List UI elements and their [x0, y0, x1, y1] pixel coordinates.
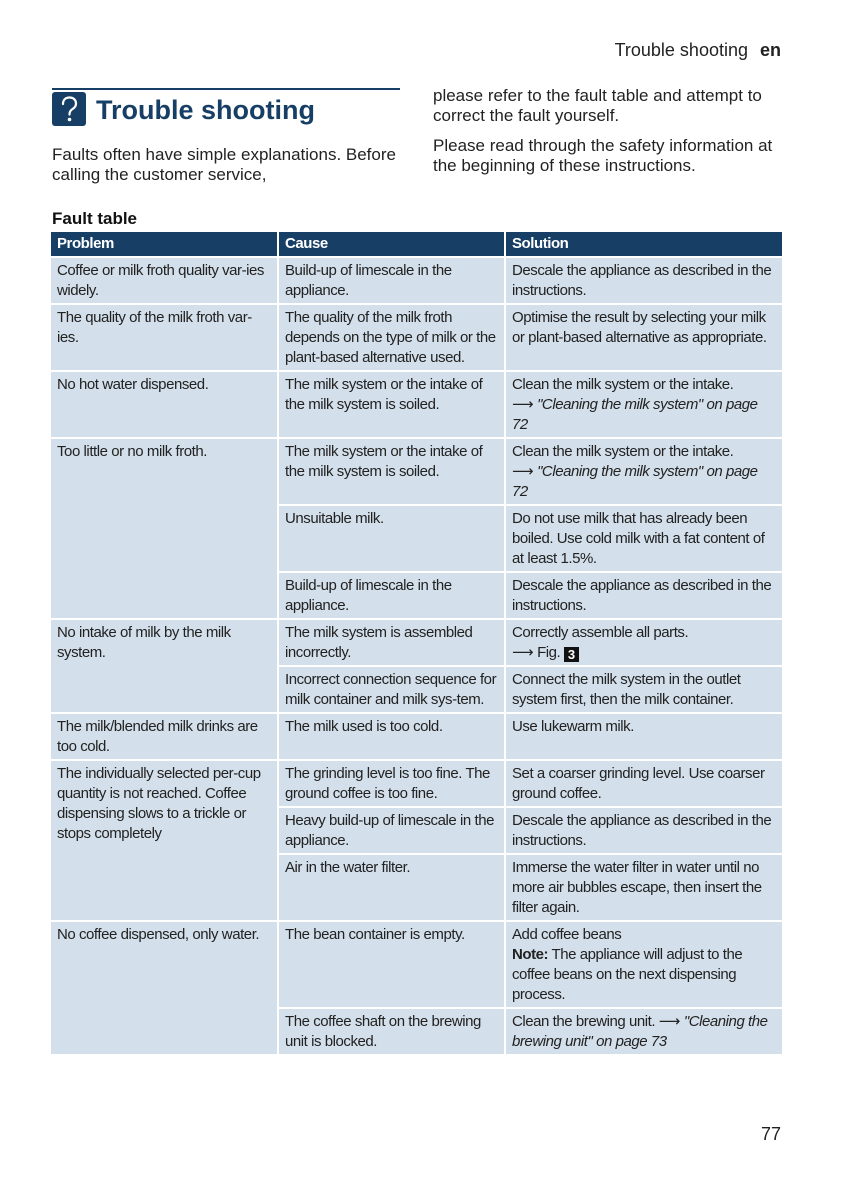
solution-cell: Use lukewarm milk. — [505, 713, 782, 760]
solution-cell: Descale the appliance as described in the instructions. — [505, 257, 782, 304]
page-number: 77 — [760, 1124, 781, 1144]
problem-cell: Coffee or milk froth quality var-ies widely. — [51, 257, 278, 304]
solution-text: Clean the milk system or the intake. — [512, 443, 734, 460]
page-reference-text: "Cleaning the brewing unit" on page 73 — [512, 1013, 768, 1050]
table-row — [51, 371, 782, 438]
intro-paragraph-2: Please read through the safety information at the beginning of these instructions. — [433, 136, 773, 175]
column-header-problem: Problem — [51, 232, 278, 257]
solution-cell: Connect the milk system in the outlet system first, then the milk container. — [505, 666, 782, 713]
table-row — [51, 438, 782, 505]
cause-cell: The milk system is assembled incorrectly. — [278, 619, 505, 666]
note-text — [512, 945, 776, 1005]
fault-table-title: Fault table — [52, 209, 138, 228]
figure-reference[interactable] — [512, 643, 776, 663]
table-row — [51, 257, 782, 304]
solution-text: Add coffee beans — [512, 926, 622, 943]
solution-cell — [505, 1008, 782, 1054]
note-body: The appliance will adjust to the coffee beans on the next dispensing process. — [512, 946, 743, 1003]
fault-table — [51, 232, 782, 1054]
help-question-icon — [52, 92, 86, 126]
cause-cell: The bean container is empty. — [278, 921, 505, 1008]
arrow-right-icon: ⟶ — [658, 1013, 680, 1030]
page-reference-link[interactable] — [512, 395, 776, 435]
figure-label: Fig. — [537, 644, 561, 661]
column-header-solution: Solution — [505, 232, 782, 257]
running-header — [615, 40, 781, 61]
solution-text: Correctly assemble all parts. — [512, 624, 689, 641]
page-reference-text: "Cleaning the milk system" on page 72 — [512, 396, 758, 433]
table-row — [51, 921, 782, 1008]
running-header-lang: en — [759, 40, 781, 60]
arrow-right-icon: ⟶ — [512, 463, 534, 480]
column-header-cause: Cause — [278, 232, 505, 257]
page-reference-link[interactable] — [512, 462, 776, 502]
solution-text: Clean the brewing unit. — [512, 1013, 656, 1030]
cause-cell: The milk system or the intake of the milk system is soiled. — [278, 371, 505, 438]
cause-cell: Unsuitable milk. — [278, 505, 505, 572]
cause-cell: The grinding level is too fine. The ground coffee is too fine. — [278, 760, 505, 807]
solution-cell: Descale the appliance as described in the instructions. — [505, 572, 782, 619]
arrow-right-icon: ⟶ — [512, 644, 534, 661]
table-row — [51, 619, 782, 666]
solution-cell: Immerse the water filter in water until no more air bubbles escape, then insert the filter again. — [505, 854, 782, 921]
solution-cell: Set a coarser grinding level. Use coarser ground coffee. — [505, 760, 782, 807]
cause-cell: Build-up of limescale in the appliance. — [278, 572, 505, 619]
cause-cell: The milk used is too cold. — [278, 713, 505, 760]
solution-cell — [505, 371, 782, 438]
solution-cell: Optimise the result by selecting your milk or plant-based alternative as appropriate. — [505, 304, 782, 371]
cause-cell: The quality of the milk froth depends on the type of milk or the plant-based alternative used. — [278, 304, 505, 371]
intro-paragraph-1: please refer to the fault table and attempt to correct the fault yourself. — [433, 86, 762, 125]
section-title: Trouble shooting — [96, 95, 315, 125]
page-reference-text: "Cleaning the milk system" on page 72 — [512, 463, 758, 500]
running-header-section: Trouble shooting — [614, 40, 748, 60]
cause-cell: The coffee shaft on the brewing unit is blocked. — [278, 1008, 505, 1054]
solution-cell: Do not use milk that has already been boiled. Use cold milk with a fat content of at least 1.5%. — [505, 505, 782, 572]
arrow-right-icon: ⟶ — [512, 396, 534, 413]
table-row — [51, 713, 782, 760]
solution-cell — [505, 921, 782, 1008]
problem-cell: No intake of milk by the milk system. — [51, 619, 278, 713]
intro-text-right — [433, 86, 783, 186]
solution-cell: Descale the appliance as described in the instructions. — [505, 807, 782, 854]
table-row — [51, 304, 782, 371]
intro-text-left: Faults often have simple explanations. Before calling the customer service, — [52, 145, 396, 184]
cause-cell: Heavy build-up of limescale in the appliance. — [278, 807, 505, 854]
problem-cell: The quality of the milk froth var-ies. — [51, 304, 278, 371]
figure-number-badge: 3 — [564, 647, 579, 662]
fault-table-header-row — [51, 232, 782, 257]
problem-cell: The milk/blended milk drinks are too cold. — [51, 713, 278, 760]
cause-cell: The milk system or the intake of the milk system is soiled. — [278, 438, 505, 505]
note-label: Note: — [512, 946, 549, 963]
solution-cell — [505, 438, 782, 505]
solution-text: Clean the milk system or the intake. — [512, 376, 734, 393]
cause-cell: Build-up of limescale in the appliance. — [278, 257, 505, 304]
problem-cell: No coffee dispensed, only water. — [51, 921, 278, 1054]
table-row — [51, 760, 782, 807]
cause-cell: Air in the water filter. — [278, 854, 505, 921]
section-heading — [52, 88, 400, 130]
problem-cell: No hot water dispensed. — [51, 371, 278, 438]
problem-cell: Too little or no milk froth. — [51, 438, 278, 619]
solution-cell — [505, 619, 782, 666]
problem-cell: The individually selected per-cup quantity is not reached. Coffee dispensing slows to a trickle or stops completely — [51, 760, 278, 921]
cause-cell: Incorrect connection sequence for milk container and milk sys-tem. — [278, 666, 505, 713]
